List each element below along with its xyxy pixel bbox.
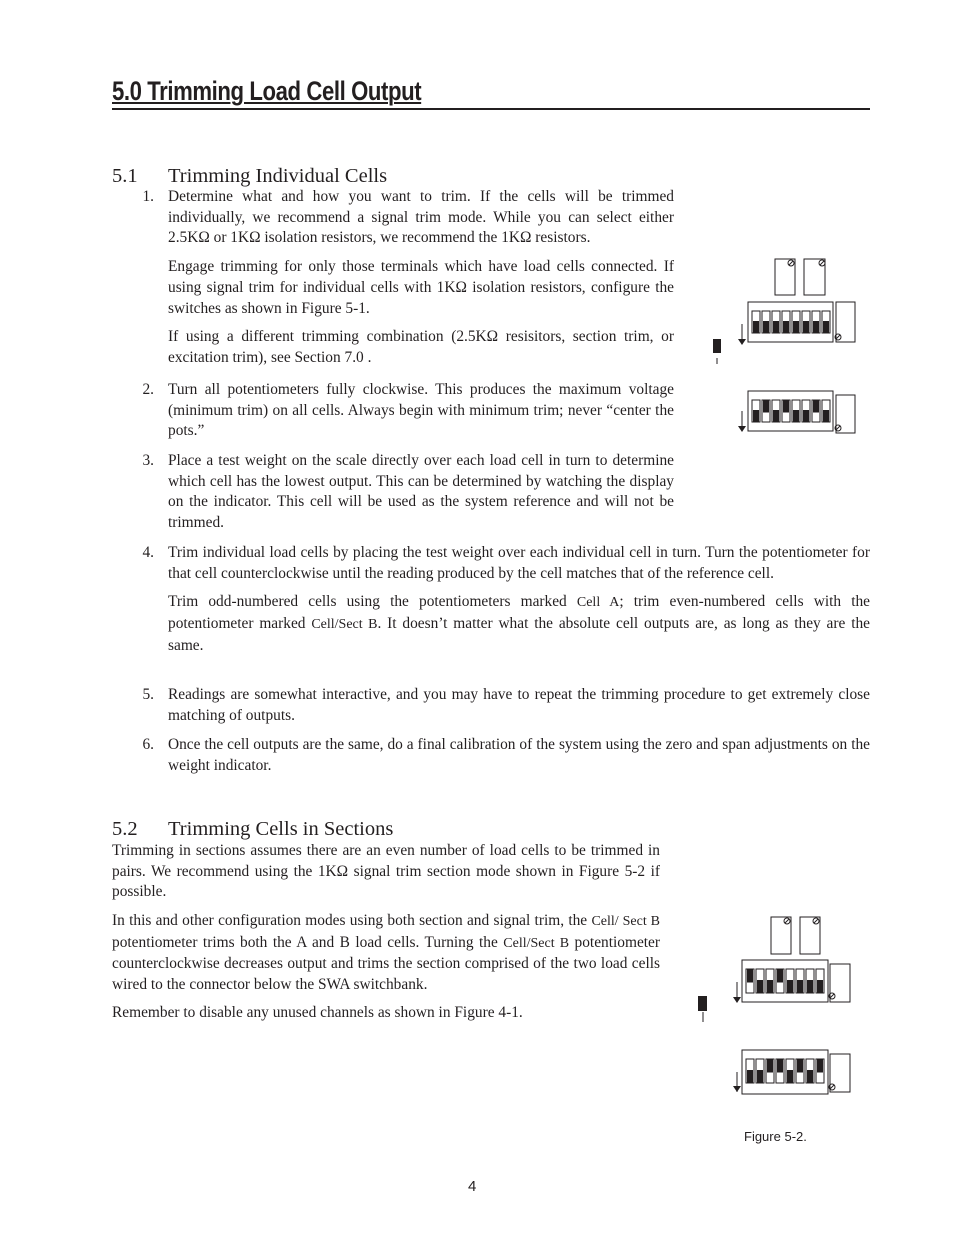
item-paragraph: Trim odd-numbered cells using the potentiometers marked Cell A; trim even-numbered cells with the potentiometer marked Cell/Sect B. It doesn’t matter what the absolute cell outputs are, as long as they are the same. bbox=[168, 593, 870, 654]
dip-switch-lever bbox=[807, 1070, 813, 1083]
dip-switch-lever bbox=[763, 401, 769, 413]
dip-switch-lever bbox=[817, 980, 823, 993]
dip-switch-lever bbox=[773, 410, 779, 422]
item-paragraph: If using a different trimming combination (2.5KΩ resisitors, section trim, or excitation trim), see Section 7.0 . bbox=[168, 328, 674, 366]
section-paragraph: Remember to disable any unused channels as shown in Figure 4-1. bbox=[112, 1004, 523, 1021]
dip-switch-lever bbox=[767, 1060, 773, 1073]
page-number: 4 bbox=[468, 1178, 477, 1195]
item-paragraph: Place a test weight on the scale directly over each load cell in turn to determine which cell has the lowest output. This can be determined by watching the display on the indicator. This cell will be used as the system reference and will not be trimmed. bbox=[168, 452, 674, 532]
dip-switch-lever bbox=[773, 321, 779, 333]
switch-bank-section-trim bbox=[752, 400, 830, 422]
pot-label-cell-sect-b: Cell/ Sect B bbox=[591, 914, 660, 929]
dip-switch-lever bbox=[747, 970, 753, 983]
pot-label-cell-a: Cell A bbox=[576, 595, 620, 611]
section-paragraph: Trimming in sections assumes there are an even number of load cells to be trimmed in pairs. We recommend using the 1KΩ signal trim section mode shown in Figure 5-2 if possible. bbox=[112, 842, 660, 901]
section-number: 5.1 bbox=[112, 165, 138, 187]
item-paragraph: Determine what and how you want to trim. If the cells will be trimmed individually, we recommend a signal trim mode. While you can select either 2.5KΩ or 1KΩ isolation resistors, we recommend the 1KΩ resistors. bbox=[168, 188, 674, 247]
item-paragraph: Trim individual load cells by placing the test weight over each individual cell in turn. Turn the potentiometer for that cell counterclockwise until the reading produced by the cell matches that of the reference cell. bbox=[168, 544, 870, 582]
dip-switch-lever bbox=[817, 1060, 823, 1073]
dip-switch-lever bbox=[803, 410, 809, 422]
dip-switch-lever bbox=[777, 1060, 783, 1073]
item-number: 5. bbox=[142, 686, 154, 703]
item-number: 4. bbox=[142, 544, 154, 561]
dip-switch-lever bbox=[813, 401, 819, 413]
pot-label-cell-sect-b: Cell/Sect B bbox=[503, 935, 570, 951]
chapter-heading bbox=[112, 76, 870, 110]
item-paragraph: Turn all potentiometers fully clockwise. This produces the maximum voltage (minimum trim) on all cells. Always begin with minimum trim; never “center the pots.” bbox=[168, 381, 674, 440]
dip-switch-lever bbox=[753, 321, 759, 333]
dip-switch-lever bbox=[797, 980, 803, 993]
item-paragraph: Engage trimming for only those terminals which have load cells connected. If using signal trim for individual cells with 1KΩ isolation resistors, configure the switches as shown in Figure 5-1. bbox=[168, 258, 674, 317]
dip-switch-lever bbox=[777, 970, 783, 983]
dip-switch-lever bbox=[793, 410, 799, 422]
section-heading-5-1 bbox=[112, 165, 387, 188]
switch-bank-signal-trim bbox=[746, 969, 824, 993]
figure-5-1 bbox=[705, 252, 865, 442]
dip-switch-lever bbox=[797, 1060, 803, 1073]
section-title: Trimming Individual Cells bbox=[168, 165, 388, 187]
item-number: 6. bbox=[142, 736, 154, 753]
dip-switch-lever bbox=[783, 401, 789, 413]
dip-switch-lever bbox=[787, 1070, 793, 1083]
dip-switch-lever bbox=[767, 980, 773, 993]
item-number: 1. bbox=[142, 188, 154, 205]
figure-caption: Figure 5-2. bbox=[744, 1129, 807, 1144]
item-number: 3. bbox=[142, 452, 154, 469]
dip-switch-lever bbox=[823, 410, 829, 422]
figure-5-2 bbox=[692, 912, 862, 1102]
dip-switch-lever bbox=[823, 321, 829, 333]
dip-switch-lever bbox=[757, 1070, 763, 1083]
chapter-title: 5.0 Trimming Load Cell Output bbox=[112, 76, 422, 106]
section-number: 5.2 bbox=[112, 818, 138, 840]
switch-bank-signal-trim bbox=[752, 311, 830, 333]
item-number: 2. bbox=[142, 381, 154, 398]
dip-switch-lever bbox=[783, 321, 789, 333]
section-paragraph: In this and other configuration modes using both section and signal trim, the Cell/ Sect B potentiometer trims both the A and B load cells. Turning the Cell/Sect B potentiometer counterclockwise decreases output and trims the section comprised of the two load cells wired to the connector below the SWA switchbank. bbox=[112, 912, 661, 994]
section-heading-5-2 bbox=[112, 818, 393, 841]
dip-switch-lever bbox=[813, 321, 819, 333]
dip-switch-lever bbox=[807, 980, 813, 993]
dip-switch-lever bbox=[753, 410, 759, 422]
dip-switch-lever bbox=[787, 980, 793, 993]
dip-switch-lever bbox=[803, 321, 809, 333]
pot-label-cell-sect-b: Cell/Sect B bbox=[311, 617, 378, 633]
dip-switch-lever bbox=[757, 980, 763, 993]
switch-bank-section-trim bbox=[746, 1059, 824, 1083]
dip-switch-lever bbox=[747, 1070, 753, 1083]
dip-switch-lever bbox=[793, 321, 799, 333]
item-paragraph: Readings are somewhat interactive, and you may have to repeat the trimming procedure to get extremely close matching of outputs. bbox=[168, 686, 870, 724]
dip-switch-lever bbox=[763, 321, 769, 333]
section-title: Trimming Cells in Sections bbox=[168, 818, 394, 840]
item-paragraph: Once the cell outputs are the same, do a final calibration of the system using the zero and span adjustments on the weight indicator. bbox=[168, 736, 870, 774]
